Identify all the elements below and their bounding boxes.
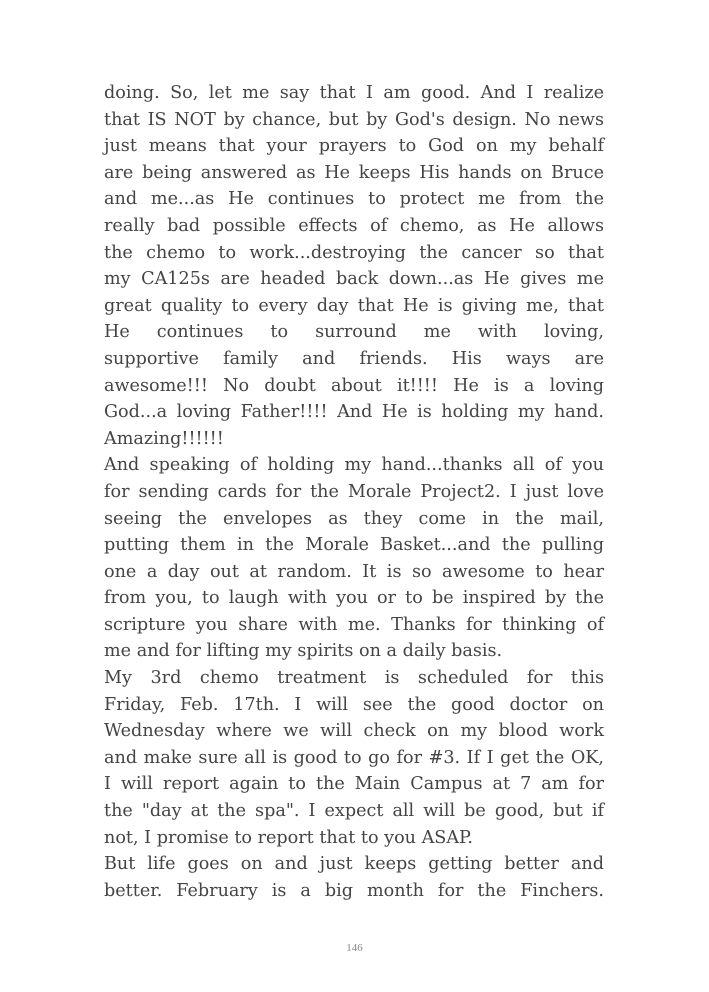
text-line: He continues to surround me with loving,: [104, 322, 604, 343]
paragraph: [104, 665, 604, 851]
text-line: Amazing!!!!!!: [104, 428, 224, 449]
text-line: me and for lifting my spirits on a daily basis.: [104, 641, 503, 662]
text-line: one a day out at random. It is so awesome to hear: [104, 561, 604, 582]
text-line: and me...as He continues to protect me from the: [104, 189, 604, 210]
text-line: God...a loving Father!!!! And He is holding my hand.: [104, 402, 604, 423]
text-line: are being answered as He keeps His hands on Bruce: [104, 162, 604, 183]
text-line: scripture you share with me. Thanks for thinking of: [104, 614, 604, 635]
text-line: for sending cards for the Morale Project2. I just love: [104, 481, 604, 502]
text-line: putting them in the Morale Basket...and the pulling: [104, 535, 604, 556]
text-line: from you, to laugh with you or to be inspired by the: [104, 588, 604, 609]
text-line: really bad possible effects of chemo, as He allows: [104, 215, 604, 236]
text-line: that IS NOT by chance, but by God's design. No news: [104, 109, 604, 130]
page-body-text: [104, 80, 604, 904]
paragraph: [104, 452, 604, 665]
text-line: Friday, Feb. 17th. I will see the good doctor on: [104, 694, 604, 715]
paragraph: [104, 851, 604, 904]
text-line: my CA125s are headed back down...as He gives me: [104, 269, 604, 290]
text-line: seeing the envelopes as they come in the mail,: [104, 508, 604, 529]
text-line: And speaking of holding my hand...thanks all of you: [104, 455, 604, 476]
text-line: Wednesday where we will check on my blood work: [104, 721, 604, 742]
text-line: But life goes on and just keeps getting better and: [104, 854, 604, 875]
text-line: supportive family and friends. His ways are: [104, 348, 604, 369]
text-line: I will report again to the Main Campus at 7 am for: [104, 774, 604, 795]
page-number: 146: [346, 942, 363, 954]
text-line: and make sure all is good to go for #3. If I get the OK,: [104, 747, 604, 768]
text-line: awesome!!! No doubt about it!!!! He is a loving: [104, 375, 604, 396]
text-line: great quality to every day that He is giving me, that: [104, 295, 604, 316]
text-line: not, I promise to report that to you ASAP.: [104, 827, 473, 848]
text-line: My 3rd chemo treatment is scheduled for this: [104, 668, 604, 689]
text-line: the chemo to work...destroying the cancer so that: [104, 242, 604, 263]
text-line: doing. So, let me say that I am good. And I realize: [104, 83, 604, 103]
text-line: just means that your prayers to God on my behalf: [104, 136, 604, 157]
paragraph: [104, 80, 604, 452]
text-line: better. February is a big month for the Finchers.: [104, 880, 604, 901]
text-line: the "day at the spa". I expect all will be good, but if: [104, 801, 604, 822]
